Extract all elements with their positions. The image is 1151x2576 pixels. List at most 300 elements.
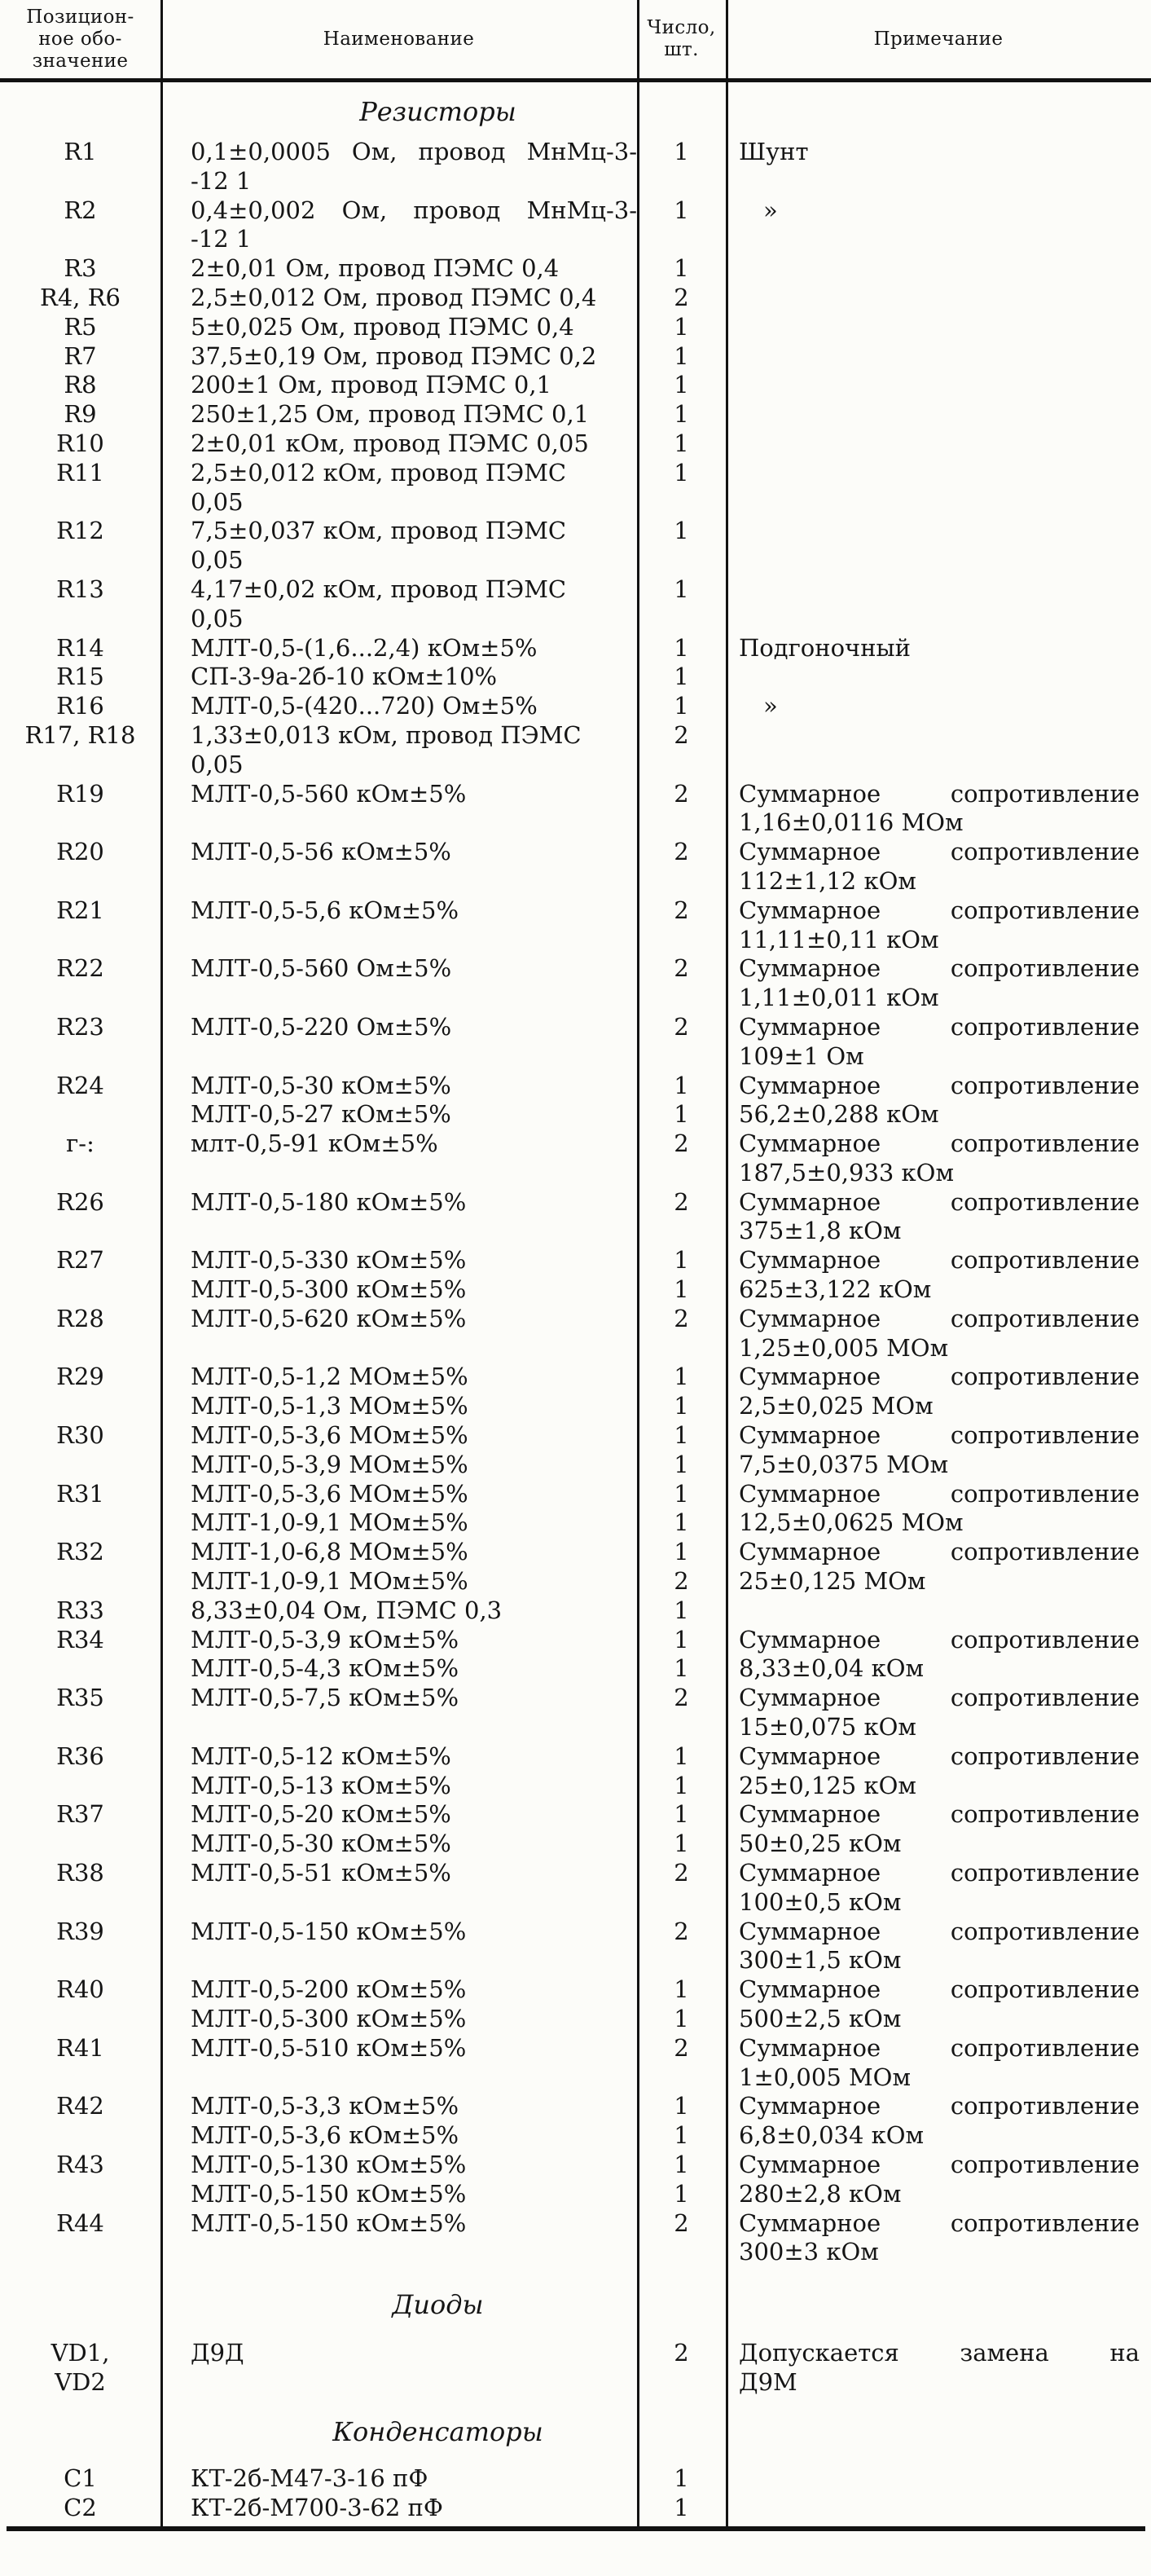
designator-cell <box>0 605 160 634</box>
qty-cell: 1 <box>674 1450 689 1478</box>
note-cell <box>726 254 1151 284</box>
qty-cell <box>637 1334 726 1363</box>
designator-cell <box>0 1654 160 1684</box>
designator-cell: R9 <box>64 400 97 429</box>
note-cell: 25±0,125 кОм <box>739 1771 916 1799</box>
qty-cell <box>637 1042 726 1072</box>
qty-cell: 1 <box>674 2121 689 2150</box>
table-row <box>0 313 1151 342</box>
header-designator-line3: значение <box>32 50 129 72</box>
name-cell: 2,5±0,012 Ом, провод ПЭМС 0,4 <box>191 283 597 311</box>
qty-cell <box>637 225 726 254</box>
designator-cell: R20 <box>56 838 104 866</box>
note-cell: Подгоночный <box>739 633 911 662</box>
note-cell: Суммарное сопротивление <box>739 1479 1140 1508</box>
name-cell <box>160 1159 637 1188</box>
note-cell: 1,25±0,005 МОм <box>739 1333 949 1362</box>
note-cell: Суммарное сопротивление <box>739 1187 1140 1216</box>
note-cell: Д9М <box>739 2367 797 2396</box>
header-qty-line1: Число, <box>647 17 716 38</box>
note-cell <box>726 721 1151 751</box>
designator-cell: R31 <box>56 1479 104 1508</box>
note-cell <box>726 2494 1151 2523</box>
qty-cell: 1 <box>674 1392 689 1420</box>
table-row <box>0 2063 1151 2093</box>
note-cell <box>726 371 1151 400</box>
designator-cell: R24 <box>56 1071 104 1099</box>
table-row <box>0 2494 1151 2523</box>
table-row <box>0 1042 1151 1072</box>
note-cell: Суммарное сопротивление <box>739 1742 1140 1770</box>
note-cell: Суммарное сопротивление <box>739 1859 1140 1887</box>
designator-cell <box>0 751 160 780</box>
note-cell: 187,5±0,933 кОм <box>739 1158 955 1187</box>
note-cell: 11,11±0,11 кОм <box>739 925 939 953</box>
designator-cell <box>0 984 160 1013</box>
designator-cell <box>0 1567 160 1596</box>
note-cell: 56,2±0,288 кОм <box>739 1100 939 1129</box>
qty-cell <box>637 605 726 634</box>
name-cell: -12 1 <box>191 225 252 253</box>
note-cell: Суммарное сопротивление <box>739 1129 1140 1158</box>
table-row <box>0 896 1151 926</box>
name-cell: 0,4±0,002 Ом, провод МнМц-3- <box>191 196 637 224</box>
note-cell: 300±1,5 кОм <box>739 1946 902 1975</box>
name-cell <box>160 1217 637 1246</box>
table-row <box>0 400 1151 429</box>
table-row <box>0 1859 1151 1888</box>
designator-cell <box>0 1392 160 1421</box>
note-cell: Суммарное сопротивление <box>739 779 1140 808</box>
qty-cell <box>637 926 726 955</box>
bottom-rule <box>7 2526 1145 2531</box>
designator-cell: R32 <box>56 1538 104 1566</box>
name-cell <box>160 2063 637 2093</box>
header-note-label: Примечание <box>873 28 1004 50</box>
name-cell: МЛТ-0,5-7,5 кОм±5% <box>191 1684 459 1712</box>
name-cell: МЛТ-0,5-560 кОм±5% <box>191 779 467 808</box>
designator-cell <box>0 1830 160 1859</box>
name-cell: МЛТ-0,5-12 кОм±5% <box>191 1742 451 1770</box>
table-row <box>0 429 1151 459</box>
designator-cell: R29 <box>56 1363 104 1391</box>
name-cell <box>160 2238 637 2267</box>
note-cell: 109±1 Ом <box>739 1041 864 1070</box>
table-row <box>0 284 1151 313</box>
table-row <box>0 1654 1151 1684</box>
note-cell <box>726 575 1151 605</box>
note-cell <box>726 342 1151 372</box>
note-cell: Шунт <box>739 138 809 165</box>
table-row <box>0 1363 1151 1392</box>
name-cell: 4,17±0,02 кОм, провод ПЭМС <box>191 575 567 603</box>
qty-cell <box>637 751 726 780</box>
name-cell: МЛТ-0,5-150 кОм±5% <box>191 2179 467 2208</box>
qty-cell <box>637 546 726 575</box>
name-cell: МЛТ-0,5-3,6 МОм±5% <box>191 1479 468 1508</box>
note-cell: Суммарное сопротивление <box>739 2208 1140 2237</box>
table-row <box>0 1334 1151 1363</box>
designator-cell <box>0 1159 160 1188</box>
table-row <box>0 1246 1151 1275</box>
designator-cell <box>0 1772 160 1801</box>
qty-cell: 1 <box>674 1654 689 1683</box>
designator-cell: R36 <box>56 1742 104 1770</box>
designator-cell <box>0 167 160 196</box>
note-cell: Суммарное сопротивление <box>739 896 1140 924</box>
qty-cell: 1 <box>674 692 689 720</box>
table-row <box>0 1072 1151 1101</box>
table-row <box>0 1217 1151 1246</box>
qty-cell: 2 <box>674 2033 689 2062</box>
designator-cell: R41 <box>56 2033 104 2062</box>
qty-cell: 1 <box>674 1246 689 1275</box>
note-cell <box>726 546 1151 575</box>
note-cell: 300±3 кОм <box>739 2238 879 2266</box>
table-row <box>0 663 1151 692</box>
name-cell: МЛТ-0,5-(420...720) Ом±5% <box>191 692 538 720</box>
designator-cell <box>0 1042 160 1072</box>
header-designator-line1: Позицион- <box>26 6 134 28</box>
header-qty-column <box>637 0 726 78</box>
name-cell: МЛТ-0,5-150 кОм±5% <box>191 1917 467 1945</box>
qty-cell: 1 <box>674 2092 689 2120</box>
table-row <box>0 1392 1151 1421</box>
note-cell: 15±0,075 кОм <box>739 1713 916 1742</box>
qty-cell: 1 <box>674 2464 689 2492</box>
table-row <box>0 1626 1151 1655</box>
table-row <box>0 1742 1151 1772</box>
name-cell: МЛТ-0,5-330 кОм±5% <box>191 1246 467 1275</box>
qty-cell: 1 <box>674 371 689 399</box>
table-body <box>0 82 1151 2522</box>
qty-cell: 1 <box>674 312 689 341</box>
header-designator-line2: ное обо- <box>38 28 122 50</box>
name-cell: МЛТ-1,0-6,8 МОм±5% <box>191 1538 468 1566</box>
name-cell: МЛТ-0,5-180 кОм±5% <box>191 1187 467 1216</box>
qty-cell: 1 <box>674 1975 689 2004</box>
note-cell: Суммарное сопротивление <box>739 1625 1140 1653</box>
name-cell: -12 1 <box>191 166 252 195</box>
note-cell <box>726 2464 1151 2494</box>
note-cell: Суммарное сопротивление <box>739 1538 1140 1566</box>
qty-cell <box>637 167 726 196</box>
designator-cell: R14 <box>56 633 104 662</box>
qty-cell: 1 <box>674 1830 689 1858</box>
table-row <box>0 1888 1151 1918</box>
designator-cell: R11 <box>56 458 104 487</box>
table-row <box>0 2151 1151 2180</box>
qty-cell: 2 <box>674 838 689 866</box>
designator-cell: R10 <box>56 429 104 457</box>
note-cell: Суммарное сопротивление <box>739 2092 1140 2120</box>
designator-cell <box>0 1713 160 1742</box>
qty-cell: 1 <box>674 1363 689 1391</box>
name-cell: МЛТ-0,5-(1,6...2,4) кОм±5% <box>191 633 538 662</box>
table-header <box>0 0 1151 78</box>
name-cell: 2,5±0,012 кОм, провод ПЭМС <box>191 458 567 487</box>
qty-cell: 1 <box>674 2150 689 2178</box>
designator-cell: R12 <box>56 517 104 545</box>
designator-cell <box>0 2005 160 2034</box>
table-row <box>0 1918 1151 1947</box>
note-cell: 12,5±0,0625 МОм <box>739 1508 964 1537</box>
note-cell: 6,8±0,034 кОм <box>739 2121 925 2150</box>
table-row <box>0 1451 1151 1480</box>
note-cell: Суммарное сопротивление <box>739 2033 1140 2062</box>
table-row <box>0 838 1151 867</box>
qty-cell: 1 <box>674 138 689 165</box>
name-cell <box>160 1713 637 1742</box>
name-cell: 8,33±0,04 Ом, ПЭМС 0,3 <box>191 1596 503 1624</box>
name-cell: МЛТ-0,5-560 Ом±5% <box>191 954 452 983</box>
qty-cell: 1 <box>674 1771 689 1799</box>
table-row <box>0 254 1151 284</box>
table-row <box>0 1275 1151 1305</box>
table-row <box>0 1508 1151 1538</box>
table-row <box>0 138 1151 167</box>
designator-cell <box>0 2063 160 2093</box>
designator-cell: R2 <box>64 196 97 224</box>
qty-cell: 2 <box>674 2208 689 2237</box>
name-cell <box>160 1888 637 1918</box>
qty-cell <box>637 2063 726 2093</box>
qty-cell: 1 <box>674 663 689 691</box>
designator-cell <box>0 1275 160 1305</box>
table-row <box>0 1946 1151 1975</box>
designator-cell: R21 <box>56 896 104 924</box>
name-cell: МЛТ-0,5-27 кОм±5% <box>191 1100 451 1129</box>
table-row <box>0 1772 1151 1801</box>
table-row <box>0 1684 1151 1713</box>
note-cell: 500±2,5 кОм <box>739 2005 902 2032</box>
qty-cell: 2 <box>674 2339 689 2367</box>
note-cell <box>726 429 1151 459</box>
qty-cell <box>637 1217 726 1246</box>
note-cell: 25±0,125 МОм <box>739 1567 926 1596</box>
note-cell: 375±1,8 кОм <box>739 1217 902 1245</box>
qty-cell: 1 <box>674 2493 689 2521</box>
qty-cell: 1 <box>674 633 689 662</box>
qty-cell: 2 <box>674 1012 689 1041</box>
designator-cell: R37 <box>56 1800 104 1829</box>
note-cell <box>726 225 1151 254</box>
table-row <box>0 867 1151 896</box>
note-cell: 1,16±0,0116 МОм <box>739 808 964 837</box>
note-cell: 280±2,8 кОм <box>739 2179 902 2208</box>
table-row <box>0 459 1151 488</box>
qty-cell <box>637 808 726 838</box>
designator-cell: R42 <box>56 2092 104 2120</box>
qty-cell: 2 <box>674 1859 689 1887</box>
qty-cell: 1 <box>674 1071 689 1099</box>
name-cell: 1,33±0,013 кОм, провод ПЭМС <box>191 720 582 749</box>
note-cell: 1±0,005 МОм <box>739 2063 912 2091</box>
note-cell: Суммарное сопротивление <box>739 1917 1140 1945</box>
table-row <box>0 808 1151 838</box>
name-cell <box>160 984 637 1013</box>
designator-cell <box>0 1888 160 1918</box>
name-cell <box>160 1946 637 1975</box>
name-cell: МЛТ-0,5-30 кОм±5% <box>191 1071 451 1099</box>
table-row <box>0 1421 1151 1451</box>
designator-cell: С2 <box>64 2493 97 2521</box>
note-cell: Суммарное сопротивление <box>739 1684 1140 1712</box>
header-designator-column <box>0 0 160 78</box>
name-cell: МЛТ-0,5-220 Ом±5% <box>191 1012 452 1041</box>
designator-cell: R34 <box>56 1625 104 1653</box>
note-cell: 1,11±0,011 кОм <box>739 984 939 1012</box>
designator-cell <box>0 1451 160 1480</box>
table-row <box>0 984 1151 1013</box>
designator-cell: г-: <box>66 1129 94 1158</box>
note-cell: Суммарное сопротивление <box>739 1975 1140 2004</box>
note-cell: » <box>763 196 778 224</box>
qty-cell <box>637 488 726 517</box>
name-cell: 0,05 <box>191 750 244 778</box>
qty-cell: 1 <box>674 400 689 429</box>
qty-cell: 1 <box>674 1275 689 1304</box>
table-row <box>0 2464 1151 2494</box>
qty-cell: 2 <box>674 896 689 924</box>
table-row <box>0 721 1151 751</box>
name-cell <box>160 1042 637 1072</box>
qty-cell: 2 <box>674 1917 689 1945</box>
note-cell: » <box>763 692 778 720</box>
header-qty-line2: шт. <box>664 39 699 60</box>
note-cell <box>726 751 1151 780</box>
designator-cell: R43 <box>56 2150 104 2178</box>
table-row <box>0 1013 1151 1042</box>
name-cell: 0,05 <box>191 546 244 575</box>
note-cell <box>726 313 1151 342</box>
name-cell: МЛТ-0,5-200 кОм±5% <box>191 1975 467 2004</box>
table-row <box>0 1159 1151 1188</box>
name-cell: МЛТ-0,5-3,6 МОм±5% <box>191 1421 468 1450</box>
name-cell: МЛТ-0,5-620 кОм±5% <box>191 1304 467 1332</box>
qty-cell: 2 <box>674 779 689 808</box>
note-cell: Суммарное сопротивление <box>739 1421 1140 1450</box>
qty-cell <box>637 1888 726 1918</box>
designator-cell <box>0 1100 160 1129</box>
table-row <box>0 517 1151 546</box>
designator-cell: R15 <box>56 663 104 691</box>
designator-cell <box>0 2238 160 2267</box>
header-name-column <box>160 0 637 78</box>
name-cell: 2±0,01 кОм, провод ПЭМС 0,05 <box>191 429 589 457</box>
table-row <box>0 692 1151 721</box>
header-note-column <box>726 0 1151 78</box>
note-cell: 112±1,12 кОм <box>739 866 916 895</box>
designator-cell: R40 <box>56 1975 104 2004</box>
table-row <box>0 780 1151 809</box>
name-cell <box>160 867 637 896</box>
name-cell: МЛТ-0,5-30 кОм±5% <box>191 1830 451 1858</box>
table-row <box>0 2238 1151 2267</box>
section-title-diodes: Диоды <box>392 2289 484 2321</box>
designator-cell <box>0 2121 160 2151</box>
table-row <box>0 2034 1151 2063</box>
name-cell: МЛТ-0,5-3,3 кОм±5% <box>191 2092 459 2120</box>
designator-cell: R39 <box>56 1917 104 1945</box>
note-cell: Суммарное сопротивление <box>739 1246 1140 1275</box>
name-cell: МЛТ-0,5-1,2 МОм±5% <box>191 1363 468 1391</box>
qty-cell: 1 <box>674 1625 689 1653</box>
table-row <box>0 575 1151 605</box>
table-row <box>0 926 1151 955</box>
name-cell: МЛТ-0,5-130 кОм±5% <box>191 2150 467 2178</box>
table-row <box>0 605 1151 634</box>
name-cell: МЛТ-0,5-510 кОм±5% <box>191 2033 467 2062</box>
designator-cell: R16 <box>56 692 104 720</box>
qty-cell: 2 <box>674 954 689 983</box>
name-cell: МЛТ-0,5-300 кОм±5% <box>191 1275 467 1304</box>
table-row <box>0 1975 1151 2005</box>
qty-cell: 1 <box>674 2179 689 2208</box>
table-row <box>0 2339 1151 2368</box>
designator-cell <box>0 867 160 896</box>
qty-cell <box>637 1946 726 1975</box>
designator-cell <box>0 808 160 838</box>
designator-cell: R35 <box>56 1684 104 1712</box>
table-row <box>0 1129 1151 1159</box>
note-cell: 7,5±0,0375 МОм <box>739 1450 949 1478</box>
name-cell: КТ-2б-М47-3-16 пФ <box>191 2464 428 2492</box>
qty-cell <box>637 2368 726 2398</box>
name-cell: 0,1±0,0005 Ом, провод МнМц-3- <box>191 138 637 165</box>
note-cell: Допускается замена на <box>739 2339 1140 2367</box>
qty-cell: 1 <box>674 1100 689 1129</box>
name-cell: МЛТ-0,5-20 кОм±5% <box>191 1800 451 1829</box>
name-cell: 2±0,01 Ом, провод ПЭМС 0,4 <box>191 254 560 283</box>
qty-cell: 2 <box>674 1304 689 1332</box>
name-cell: МЛТ-0,5-4,3 кОм±5% <box>191 1654 459 1683</box>
name-cell: МЛТ-0,5-3,9 МОм±5% <box>191 1450 468 1478</box>
qty-cell <box>637 1713 726 1742</box>
qty-cell: 1 <box>674 1538 689 1566</box>
note-cell: Суммарное сопротивление <box>739 1012 1140 1041</box>
table-row <box>0 1480 1151 1509</box>
qty-cell: 2 <box>674 720 689 749</box>
table-row <box>0 342 1151 372</box>
note-cell <box>726 1596 1151 1626</box>
table-row <box>0 2121 1151 2151</box>
note-cell <box>726 663 1151 692</box>
note-cell: Суммарное сопротивление <box>739 838 1140 866</box>
designator-cell: VD1, <box>51 2339 110 2367</box>
qty-cell: 2 <box>674 283 689 311</box>
note-cell: Суммарное сопротивление <box>739 2150 1140 2178</box>
note-cell <box>726 459 1151 488</box>
qty-cell <box>637 2238 726 2267</box>
note-cell: Суммарное сопротивление <box>739 1363 1140 1391</box>
name-cell: МЛТ-0,5-51 кОм±5% <box>191 1859 451 1887</box>
table-row <box>0 1596 1151 1626</box>
table-row <box>0 1538 1151 1567</box>
designator-cell: R4, R6 <box>39 283 121 311</box>
note-cell <box>726 167 1151 196</box>
designator-cell <box>0 488 160 517</box>
note-cell: 625±3,122 кОм <box>739 1275 932 1304</box>
designator-cell: R13 <box>56 575 104 603</box>
note-cell <box>726 400 1151 429</box>
table-row <box>0 751 1151 780</box>
name-cell: 0,05 <box>191 487 244 516</box>
name-cell: млт-0,5-91 кОм±5% <box>191 1129 438 1158</box>
qty-cell: 1 <box>674 1800 689 1829</box>
name-cell: 7,5±0,037 кОм, провод ПЭМС <box>191 517 567 545</box>
designator-cell: R5 <box>64 312 97 341</box>
